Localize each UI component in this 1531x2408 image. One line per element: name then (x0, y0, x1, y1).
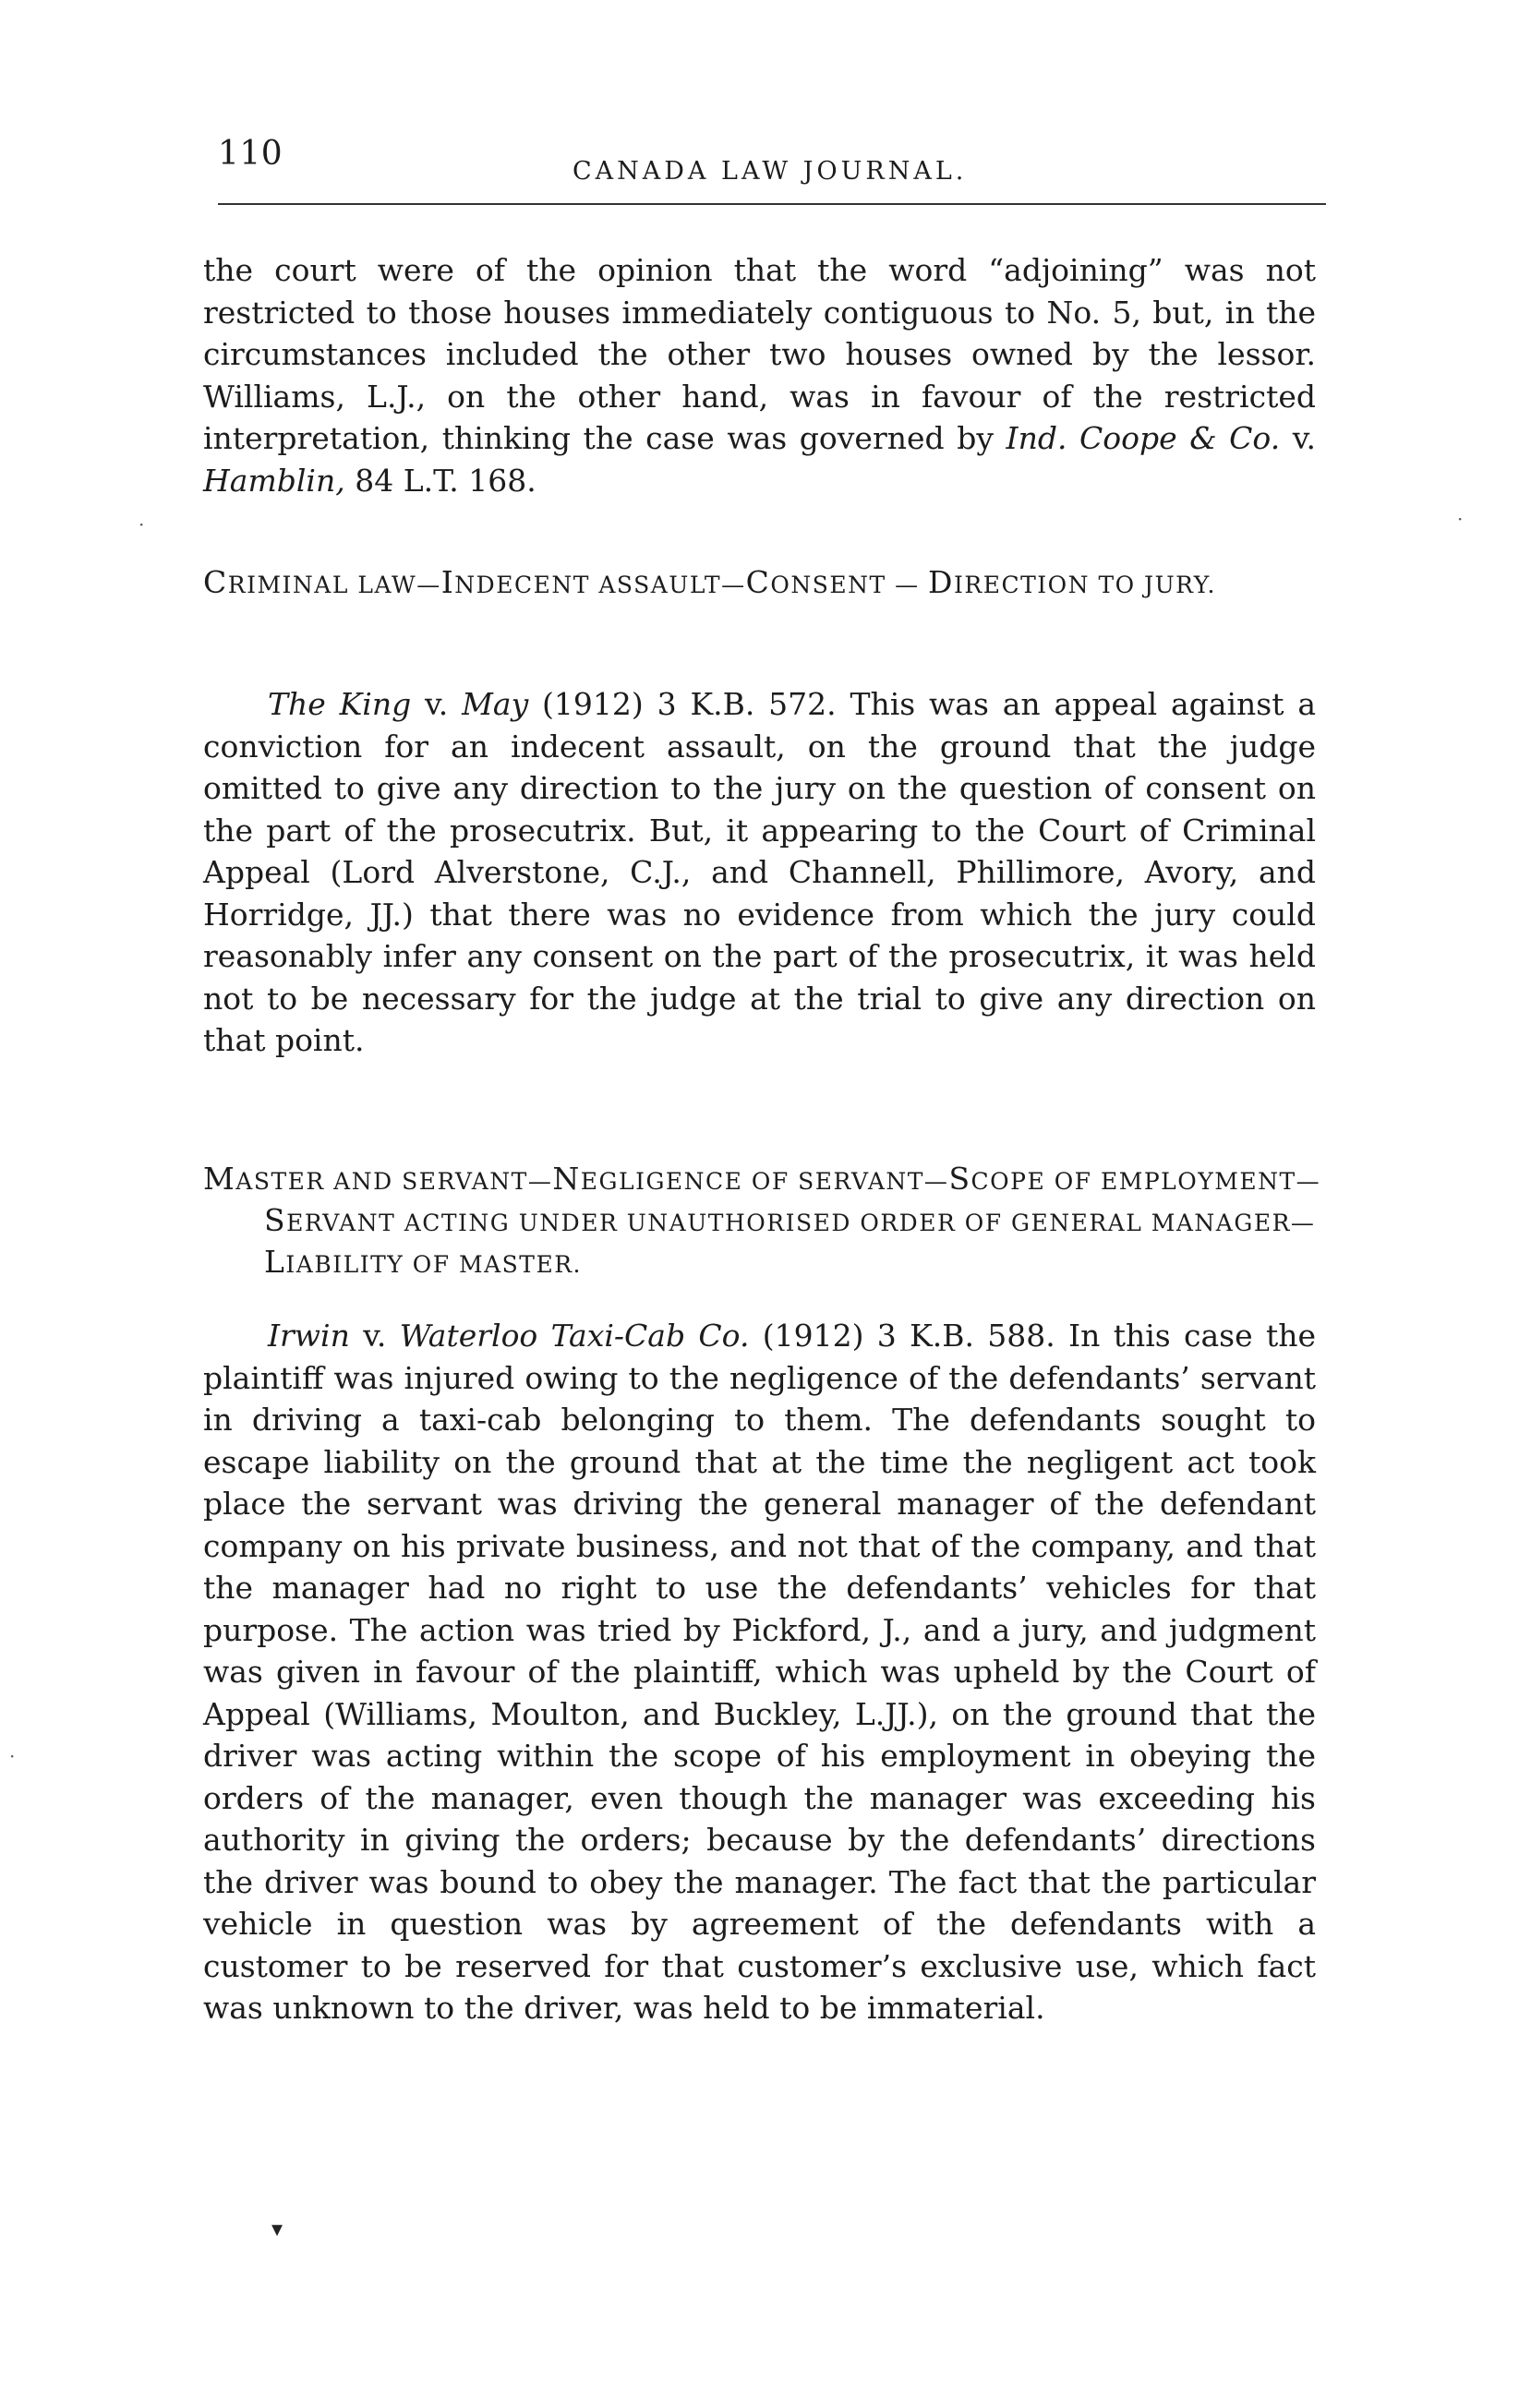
case-name-italic: Irwin (268, 1318, 350, 1354)
headnote-initial: C (745, 564, 771, 600)
case-name-italic: May (462, 686, 529, 722)
headnote-text: NDECENT ASSAULT— (454, 572, 746, 598)
headnote-text: COPE OF EMPLOYMENT— (970, 1168, 1321, 1195)
case-paragraph-irwin-v-waterloo (203, 1315, 1316, 2029)
page-number: 110 (218, 135, 283, 173)
headnote-text: ASTER AND SERVANT— (235, 1168, 553, 1195)
versus-text: v. (411, 686, 463, 722)
headnote-initial: M (203, 1161, 236, 1197)
headnote-master-and-servant (203, 1160, 1377, 1284)
scan-dot-mark: · (1457, 508, 1464, 530)
paragraph-text: the court were of the opinion that the word “adjoining” was not restricted to those houses immediately contiguous to No. 5, but, in the circumstances included the other two houses owned by the lessor. Williams, L.J., on the other hand, was in favour of the restricted interpretation, thinking the case was governed by (203, 252, 1316, 456)
header-rule (218, 203, 1326, 205)
continued-paragraph (203, 249, 1316, 501)
versus-text: v. (1280, 420, 1316, 456)
scan-dot-mark: · (139, 513, 145, 536)
headnote-criminal-law (203, 563, 1377, 605)
headnote-initial: C (203, 564, 228, 600)
headnote-initial: S (264, 1202, 287, 1238)
case-paragraph-king-v-may (203, 683, 1316, 1062)
headnote-initial: L (264, 1244, 286, 1280)
headnote-initial: I (440, 564, 455, 600)
headnote-text: RIMINAL LAW— (227, 572, 441, 598)
headnote-text: ERVANT ACTING UNDER UNAUTHORISED ORDER OF GENERAL MANAGER— (286, 1210, 1316, 1236)
case-citation-italic: Ind. Coope & Co. (1006, 420, 1281, 456)
scan-dot-mark: · (9, 1745, 16, 1767)
headnote-initial: S (948, 1161, 971, 1197)
headnote-text: EGLIGENCE OF SERVANT— (580, 1168, 949, 1195)
paragraph-text: (1912) 3 K.B. 572. This was an appeal against a conviction for an indecent assault, on the ground that the judge omitted to give any direction to the jury on the question of consent on the part of the prosecutrix. But, it appearing to the Court of Criminal Appeal (Lord Alverstone, C.J., and Channell, Phillimore, Avory, and Horridge, JJ.) that there was no evidence from which the jury could reasonably infer any consent on the part of the prosecutrix, it was held not to be necessary for the judge at the trial to give any direction on that point. (203, 686, 1316, 1058)
headnote-text: IABILITY OF MASTER. (285, 1251, 582, 1278)
headnote-initial: D (928, 564, 954, 600)
headnote-text: ONSENT — (770, 572, 929, 598)
party-name-italic: Hamblin, (203, 462, 345, 499)
citation-text: 84 L.T. 168. (344, 462, 536, 499)
headnote-text: IRECTION TO JURY. (954, 572, 1216, 598)
scan-ink-mark: ▾ (271, 2216, 283, 2242)
running-head: CANADA LAW JOURNAL. (573, 157, 968, 186)
versus-text: v. (349, 1318, 400, 1354)
case-name-italic: The King (268, 686, 412, 722)
headnote-initial: N (552, 1161, 581, 1197)
case-name-italic: Waterloo Taxi-Cab Co. (399, 1318, 750, 1354)
paragraph-text: (1912) 3 K.B. 588. In this case the plaintiff was injured owing to the negligence of the defendants’ servant in driving a taxi-cab belonging to them. The defendants sought to escape liability on the ground that at the time the negligent act took place the servant was driving the general manager of the defendant company on his private business, and not that of the company, and that the manager had no right to use the defendants’ vehicles for that purpose. The action was tried by Pickford, J., and a jury, and judgment was given in favour of the plaintiff, which was upheld by the Court of Appeal (Williams, Moulton, and Buckley, L.JJ.), on the ground that the driver was acting within the scope of his employment in obeying the orders of the manager, even though the manager was exceeding his authority in giving the orders; because by the defendants’ directions the driver was bound to obey the manager. The fact that the particular vehicle in question was by agreement of the defendants with a customer to be reserved for that customer’s exclusive use, which fact was unknown to the driver, was held to be immaterial. (203, 1318, 1316, 2026)
